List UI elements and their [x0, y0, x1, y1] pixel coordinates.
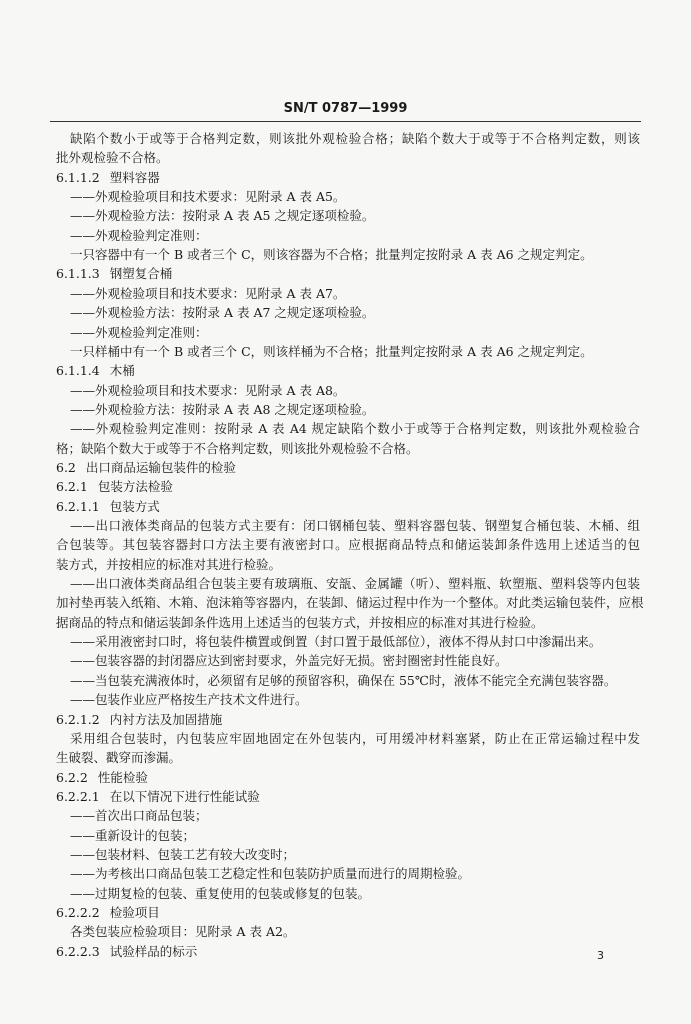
paragraph-line: ——外观检验方法：按附录 A 表 A8 之规定逐项检验。 [70, 401, 375, 417]
paragraph-line: 加衬垫再装入纸箱、木箱、泡沫箱等容器内，在装卸、储运过程中作为一个整体。对此类运输包装件，应根 [56, 595, 644, 611]
section-heading [56, 497, 160, 517]
paragraph-line: 生破裂、戳穿而渗漏。 [56, 750, 182, 766]
header-rule [50, 121, 641, 122]
section-title: 包装方法检验 [97, 479, 173, 495]
section-number: 6.2.1.2 [56, 711, 100, 727]
paragraph-line: ——外观检验项目和技术要求：见附录 A 表 A8。 [70, 382, 346, 398]
paragraph-line: ——外观检验判定准则：按附录 A 表 A4 规定缺陷个数小于或等于合格判定数，则该批外观检验合 [70, 421, 640, 437]
section-title: 内衬方法及加固措施 [109, 711, 223, 727]
paragraph-line: ——外观检验项目和技术要求：见附录 A 表 A7。 [70, 285, 346, 301]
section-number: 6.1.1.3 [56, 266, 100, 282]
section-title: 在以下情况下进行性能试验 [109, 788, 260, 804]
section-heading [56, 264, 172, 284]
section-heading [56, 361, 135, 381]
paragraph-line: 各类包装应检验项目：见附录 A 表 A2。 [70, 924, 296, 940]
section-number: 6.2.1.1 [56, 498, 100, 514]
paragraph-line: ——出口液体类商品组合包装主要有玻璃瓶、安瓿、金属罐（听）、塑料瓶、软塑瓶、塑料袋等内包装 [70, 576, 640, 592]
section-title: 试验样品的标示 [109, 943, 198, 959]
section-number: 6.2.1 [56, 479, 88, 495]
paragraph-line: ——包装容器的封闭器应达到密封要求，外盖完好无损。密封圈密封性能良好。 [70, 653, 508, 669]
section-title: 出口商品运输包装件的检验 [85, 459, 236, 475]
section-heading [56, 903, 160, 923]
paragraph-line: ——首次出口商品包装； [70, 808, 208, 824]
paragraph-line: ——当包装充满液体时，必须留有足够的预留容积，确保在 55℃时，液体不能完全充满包装容器。 [70, 672, 617, 688]
section-number: 6.1.1.4 [56, 363, 100, 379]
page-header-code: SN/T 0787—1999 [283, 101, 408, 116]
page-number: 3 [597, 949, 604, 962]
section-number: 6.2 [56, 459, 76, 475]
paragraph-line: 缺陷个数小于或等于合格判定数，则该批外观检验合格；缺陷个数大于或等于不合格判定数，则该 [70, 131, 640, 146]
section-heading [56, 710, 222, 730]
section-heading [56, 787, 260, 807]
paragraph-line: 合包装等。其包装容器封口方法主要有液密封口。应根据商品特点和储运装卸条件选用上述适当的包 [56, 537, 640, 553]
section-number: 6.2.2 [56, 769, 88, 785]
paragraph-line: ——外观检验方法：按附录 A 表 A7 之规定逐项检验。 [70, 305, 375, 321]
section-heading [56, 942, 197, 962]
paragraph-line: ——外观检验方法：按附录 A 表 A5 之规定逐项检验。 [70, 208, 375, 224]
section-heading [56, 458, 236, 478]
paragraph-line: 批外观检验不合格。 [56, 150, 169, 166]
paragraph-line: ——重新设计的包装； [70, 827, 196, 843]
section-title: 塑料容器 [109, 169, 160, 185]
paragraph-line: 一只样桶中有一个 B 或者三个 C，则该样桶为不合格；批量判定按附录 A 表 A6 之规定判定。 [70, 343, 593, 359]
paragraph-line: 格；缺陷个数大于或等于不合格判定数，则该批外观检验不合格。 [56, 440, 419, 456]
paragraph-line: ——过期复检的包装、重复使用的包装或修复的包装。 [70, 885, 371, 901]
section-heading [56, 168, 160, 188]
section-number: 6.2.2.3 [56, 943, 100, 959]
section-title: 木桶 [109, 363, 135, 379]
section-heading [56, 477, 173, 497]
paragraph-line: ——为考核出口商品包装工艺稳定性和包装防护质量而进行的周期检验。 [70, 866, 471, 882]
section-title: 钢塑复合桶 [109, 266, 173, 282]
paragraph-line: 据商品的特点和储运装卸条件选用上述适当的包装方式，并按相应的标准对其进行检验。 [56, 614, 544, 630]
paragraph-line: 采用组合包装时，内包装应牢固地固定在外包装内，可用缓冲材料塞紧，防止在正常运输过程中发 [70, 730, 640, 746]
section-number: 6.2.2.1 [56, 788, 100, 804]
section-title: 包装方式 [109, 498, 160, 514]
section-number: 6.2.2.2 [56, 905, 100, 920]
section-heading [56, 768, 148, 788]
paragraph-line: ——外观检验判定准则： [70, 227, 208, 243]
paragraph-line: 一只容器中有一个 B 或者三个 C，则该容器为不合格；批量判定按附录 A 表 A6 之规定判定。 [70, 247, 593, 263]
section-title: 性能检验 [97, 769, 148, 785]
section-number: 6.1.1.2 [56, 169, 100, 185]
paragraph-line: ——外观检验项目和技术要求：见附录 A 表 A5。 [70, 189, 346, 205]
paragraph-line: ——出口液体类商品的包装方式主要有：闭口钢桶包装、塑料容器包装、钢塑复合桶包装、木桶、组 [70, 518, 640, 533]
paragraph-line: 装方式，并按相应的标准对其进行检验。 [56, 556, 282, 572]
paragraph-line: ——外观检验判定准则： [70, 324, 208, 340]
paragraph-line: ——采用液密封口时，将包装件横置或倒置（封口置于最低部位），液体不得从封口中渗漏出来。 [70, 634, 602, 650]
paragraph-line: ——包装材料、包装工艺有较大改变时； [70, 846, 296, 862]
paragraph-line: ——包装作业应严格按生产技术文件进行。 [70, 692, 308, 708]
section-title: 检验项目 [109, 905, 160, 920]
